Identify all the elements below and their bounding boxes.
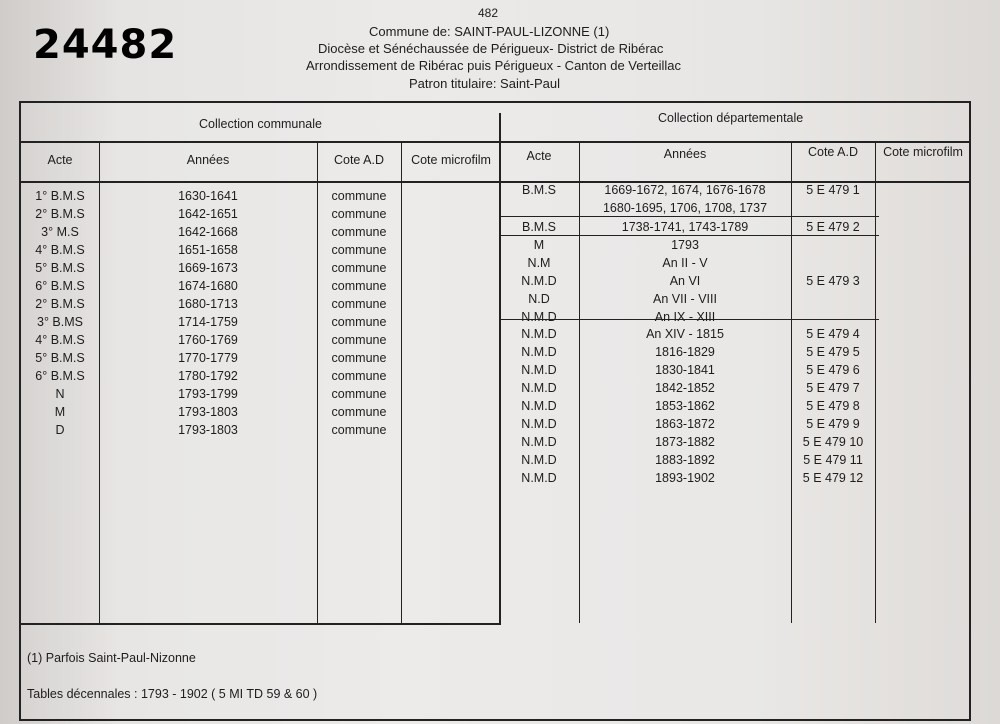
communale-row-acte: 2° B.M.S [35, 297, 85, 311]
communale-row-cote: commune [331, 189, 387, 203]
dept-row-cote: 5 E 479 11 [803, 453, 863, 467]
footnote: (1) Parfois Saint-Paul-Nizonne [27, 651, 196, 665]
communale-row-cote: commune [331, 387, 387, 401]
dept-row-annees: 1883-1892 [655, 453, 715, 467]
dept-row-cote: 5 E 479 6 [806, 363, 860, 377]
communale-row-annees: 1651-1658 [178, 243, 238, 257]
communale-row-cote: commune [331, 369, 387, 383]
communale-row-acte: 3° B.MS [37, 315, 83, 329]
header-patron: Patron titulaire: Saint-Paul [409, 76, 561, 91]
communale-title: Collection communale [199, 117, 322, 131]
dept-row-acte: B.M.S [521, 183, 557, 197]
dept-row-acte: N.M.D [521, 471, 557, 485]
communale-row-acte: 6° B.M.S [35, 369, 85, 383]
communale-row-cote: commune [331, 243, 387, 257]
communale-col-acte: Acte [47, 153, 73, 167]
dept-row-cote: 5 E 479 3 [806, 274, 860, 288]
communale-row-cote: commune [331, 315, 387, 329]
dept-row-cote: 5 E 479 8 [806, 399, 860, 413]
dept-row-annees: 1793 [671, 238, 699, 252]
communale-row-acte: 5° B.M.S [35, 261, 85, 275]
communale-row-cote: commune [331, 279, 387, 293]
dept-row-acte: N.M.D [521, 274, 557, 288]
communale-row-cote: commune [331, 423, 387, 437]
archive-stamp-number: 24482 [33, 22, 178, 68]
communale-row-cote: commune [331, 261, 387, 275]
dept-col-microfilm: Cote microfilm [883, 145, 963, 159]
dept-row-annees: 1669-1672, 1674, 1676-1678 [604, 183, 766, 197]
dept-row-annees: An VI [669, 274, 701, 288]
dept-col-acte: Acte [526, 149, 552, 163]
dept-row-acte: B.M.S [521, 220, 557, 234]
communale-col-cote: Cote A.D [333, 153, 385, 167]
communale-col-microfilm: Cote microfilm [411, 153, 491, 167]
communale-row-cote: commune [331, 225, 387, 239]
dept-row-cote: 5 E 479 5 [806, 345, 860, 359]
communale-row-acte: D [55, 423, 65, 437]
communale-row-acte: 3° M.S [41, 225, 79, 239]
dept-row-annees: 1842-1852 [655, 381, 715, 395]
dept-row-acte: N.D [528, 292, 550, 306]
dept-row-cote: 5 E 479 2 [806, 220, 860, 234]
dept-row-annees: 1873-1882 [655, 435, 715, 449]
communale-row-cote: commune [331, 405, 387, 419]
tables-decennales: Tables décennales : 1793 - 1902 ( 5 MI TD 59 & 60 ) [27, 687, 318, 701]
dept-row-annees: 1830-1841 [655, 363, 715, 377]
dept-row-annees: 1680-1695, 1706, 1708, 1737 [602, 201, 768, 215]
communale-row-annees: 1770-1779 [178, 351, 238, 365]
header-commune: Commune de: SAINT-PAUL-LIZONNE (1) [369, 24, 610, 39]
dept-row-acte: N.M.D [521, 453, 557, 467]
communale-row-cote: commune [331, 351, 387, 365]
dept-row-annees: 1893-1902 [655, 471, 715, 485]
communale-row-annees: 1793-1803 [178, 405, 238, 419]
dept-row-acte: N.M.D [521, 381, 557, 395]
header-arrondissement: Arrondissement de Ribérac puis Périgueux - Canton de Verteillac [306, 58, 682, 73]
dept-row-annees: An VII - VIII [653, 292, 717, 306]
dept-row-cote: 5 E 479 7 [806, 381, 860, 395]
communale-row-annees: 1793-1799 [178, 387, 238, 401]
communale-row-cote: commune [331, 333, 387, 347]
communale-row-annees: 1630-1641 [178, 189, 238, 203]
dept-row-acte: N.M.D [521, 327, 557, 341]
dept-row-annees: 1853-1862 [655, 399, 715, 413]
communale-row-cote: commune [331, 207, 387, 221]
departementale-title: Collection départementale [658, 111, 804, 125]
dept-row-cote: 5 E 479 1 [806, 183, 860, 197]
communale-row-annees: 1642-1668 [178, 225, 238, 239]
dept-row-acte: N.M.D [521, 399, 557, 413]
communale-row-annees: 1680-1713 [178, 297, 238, 311]
communale-row-acte: 4° B.M.S [35, 243, 85, 257]
page-number: 482 [478, 6, 499, 20]
header-diocese: Diocèse et Sénéchaussée de Périgueux- District de Ribérac [318, 41, 664, 56]
communale-row-annees: 1669-1673 [178, 261, 238, 275]
communale-row-cote: commune [331, 297, 387, 311]
dept-row-acte: N.M.D [521, 417, 557, 431]
dept-row-acte: N.M.D [521, 310, 557, 324]
dept-row-acte: N.M.D [521, 345, 557, 359]
communale-row-annees: 1780-1792 [178, 369, 238, 383]
dept-row-annees: An IX - XIII [654, 310, 716, 324]
communale-row-acte: N [55, 387, 65, 401]
dept-row-cote: 5 E 479 9 [806, 417, 860, 431]
dept-row-annees: An II - V [662, 256, 708, 270]
communale-row-annees: 1793-1803 [178, 423, 238, 437]
dept-row-acte: N.M [527, 256, 551, 270]
dept-col-annees: Années [663, 147, 707, 161]
dept-row-cote: 5 E 479 4 [806, 327, 860, 341]
communale-row-acte: M [54, 405, 66, 419]
communale-row-annees: 1760-1769 [178, 333, 238, 347]
dept-row-acte: N.M.D [521, 435, 557, 449]
communale-row-annees: 1642-1651 [178, 207, 238, 221]
dept-col-cote: Cote A.D [807, 145, 859, 159]
dept-row-acte: M [533, 238, 545, 252]
dept-row-cote: 5 E 479 10 [802, 435, 864, 449]
communale-row-annees: 1674-1680 [178, 279, 238, 293]
communale-row-annees: 1714-1759 [178, 315, 238, 329]
dept-row-acte: N.M.D [521, 363, 557, 377]
communale-col-annees: Années [186, 153, 230, 167]
registry-table [19, 101, 971, 721]
dept-row-annees: 1816-1829 [655, 345, 715, 359]
dept-row-cote: 5 E 479 12 [802, 471, 864, 485]
communale-row-acte: 6° B.M.S [35, 279, 85, 293]
communale-row-acte: 1° B.M.S [35, 189, 85, 203]
communale-row-acte: 5° B.M.S [35, 351, 85, 365]
communale-row-acte: 4° B.M.S [35, 333, 85, 347]
dept-row-annees: 1738-1741, 1743-1789 [621, 220, 749, 234]
communale-row-acte: 2° B.M.S [35, 207, 85, 221]
dept-row-annees: An XIV - 1815 [646, 327, 724, 341]
dept-row-annees: 1863-1872 [655, 417, 715, 431]
